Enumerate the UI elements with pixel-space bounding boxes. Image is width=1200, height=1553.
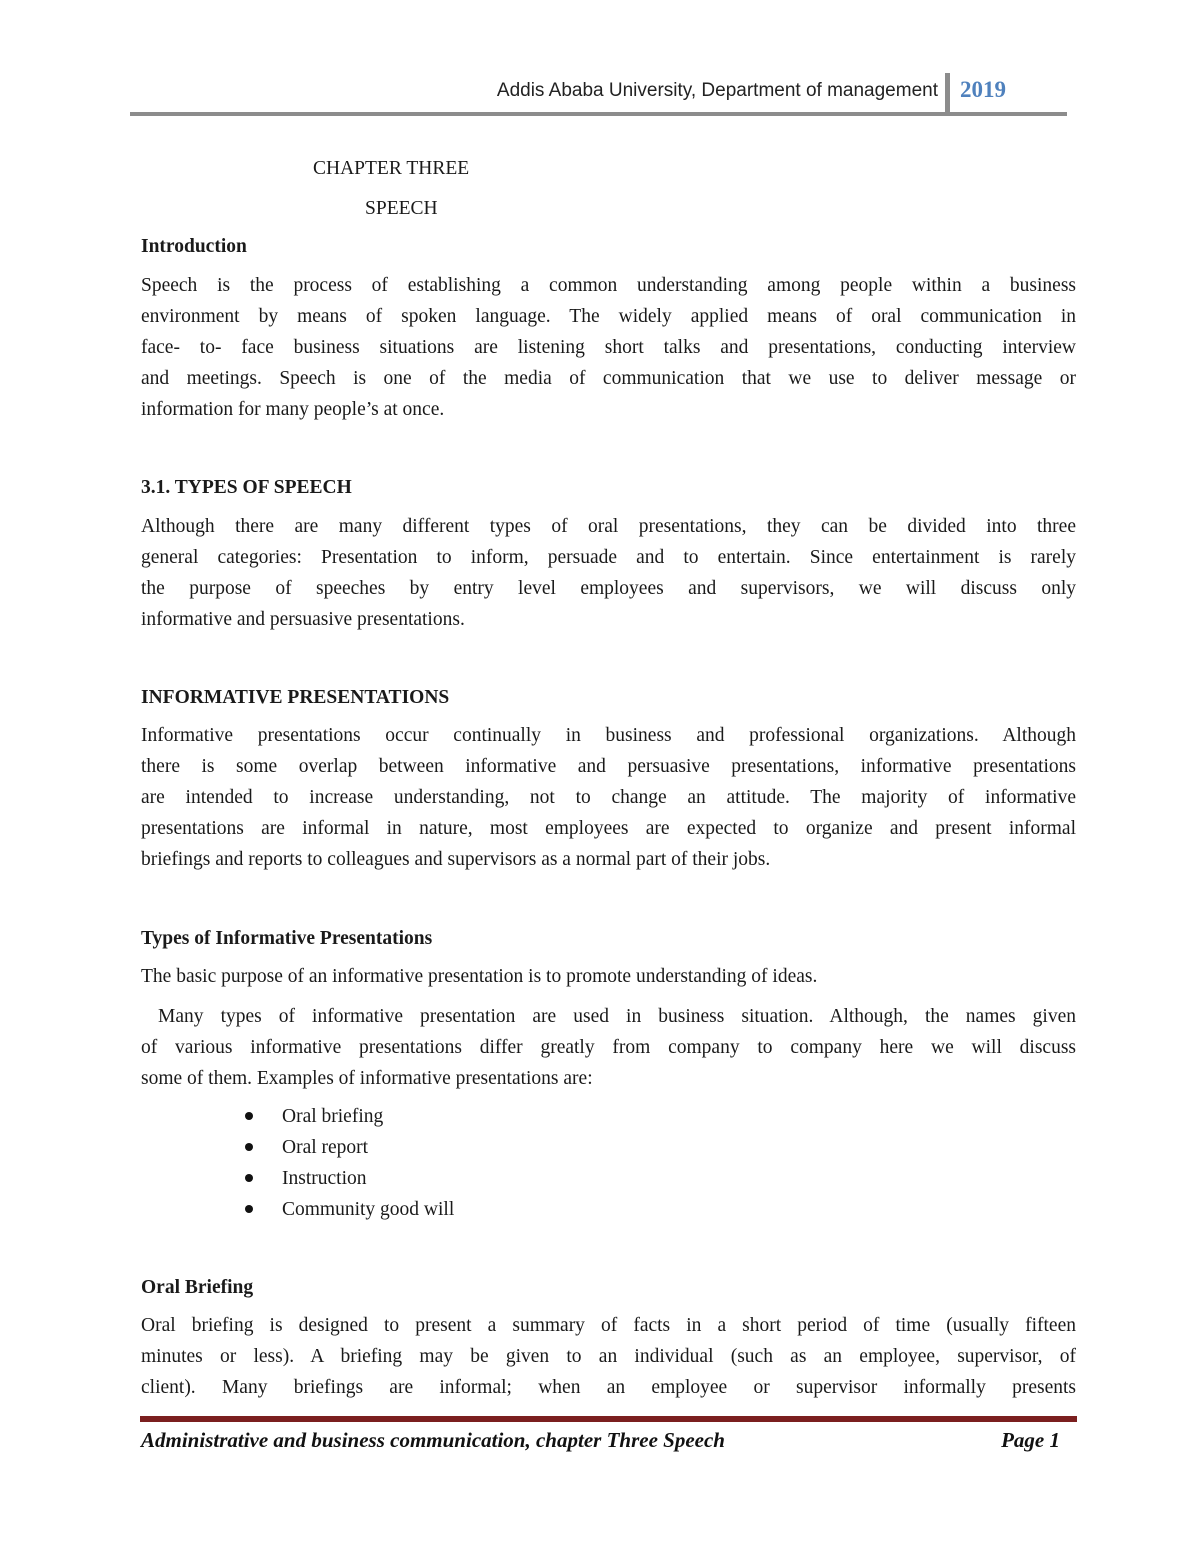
footer-page-number: Page 1 xyxy=(1001,1428,1060,1452)
header-divider xyxy=(945,73,950,116)
paragraph-line: are intended to increase understanding, not to change an attitude. The majority of informative xyxy=(141,787,1076,808)
paragraph-line: Many types of informative presentation are used in business situation. Although, the names given xyxy=(141,1006,1076,1027)
paragraph-line: Oral briefing is designed to present a summary of facts in a short period of time (usually fifteen xyxy=(141,1315,1076,1336)
intro-heading: Introduction xyxy=(141,236,247,257)
paragraph-line: briefings and reports to colleagues and supervisors as a normal part of their jobs. xyxy=(141,849,771,870)
footer-course-title: Administrative and business communication, chapter Three Speech xyxy=(141,1428,725,1452)
bullet-icon xyxy=(245,1205,253,1213)
paragraph-line: face- to- face business situations are listening short talks and presentations, conducting interview xyxy=(141,337,1076,358)
paragraph-line: general categories: Presentation to inform, persuade and to entertain. Since entertainment is rarely xyxy=(141,547,1076,568)
paragraph-line: informative and persuasive presentations. xyxy=(141,609,465,630)
paragraph-line: and meetings. Speech is one of the media of communication that we use to deliver message or xyxy=(141,368,1076,389)
paragraph-line: of various informative presentations differ greatly from company to company here we will discuss xyxy=(141,1037,1076,1058)
chapter-label: CHAPTER THREE xyxy=(313,158,470,179)
paragraph-line: presentations are informal in nature, most employees are expected to organize and present informal xyxy=(141,818,1076,839)
paragraph-line: The basic purpose of an informative presentation is to promote understanding of ideas. xyxy=(141,966,818,987)
list-item-label: Oral report xyxy=(282,1137,369,1158)
paragraph-line: environment by means of spoken language. The widely applied means of oral communication in xyxy=(141,306,1076,327)
paragraph-line: Informative presentations occur continually in business and professional organizations. Although xyxy=(141,725,1076,746)
oral-briefing-heading: Oral Briefing xyxy=(141,1277,254,1298)
paragraph-line: some of them. Examples of informative presentations are: xyxy=(141,1068,593,1089)
paragraph-line: minutes or less). A briefing may be given to an individual (such as an employee, supervisor, of xyxy=(141,1346,1076,1367)
bullet-icon xyxy=(245,1174,253,1182)
list-item-label: Community good will xyxy=(282,1199,455,1220)
header-year: 2019 xyxy=(960,77,1006,102)
bullet-icon xyxy=(245,1112,253,1120)
paragraph-line: client). Many briefings are informal; when an employee or supervisor informally presents xyxy=(141,1377,1076,1398)
paragraph-line: Speech is the process of establishing a common understanding among people within a business xyxy=(141,275,1076,296)
paragraph-line: information for many people’s at once. xyxy=(141,399,445,420)
paragraph-line: the purpose of speeches by entry level employees and supervisors, we will discuss only xyxy=(141,578,1076,599)
paragraph-line: Although there are many different types of oral presentations, they can be divided into three xyxy=(141,516,1076,537)
chapter-title: SPEECH xyxy=(365,198,438,219)
list-item-label: Instruction xyxy=(282,1168,367,1189)
types-informative-heading: Types of Informative Presentations xyxy=(141,928,433,949)
bullet-icon xyxy=(245,1143,253,1151)
types-of-speech-heading: 3.1. TYPES OF SPEECH xyxy=(141,477,352,498)
header-rule xyxy=(130,112,1067,116)
paragraph-line: there is some overlap between informative and persuasive presentations, informative presentations xyxy=(141,756,1076,777)
footer-rule xyxy=(140,1416,1077,1422)
informative-heading: INFORMATIVE PRESENTATIONS xyxy=(141,687,450,708)
list-item-label: Oral briefing xyxy=(282,1106,384,1127)
header-institution: Addis Ababa University, Department of management xyxy=(496,80,938,101)
